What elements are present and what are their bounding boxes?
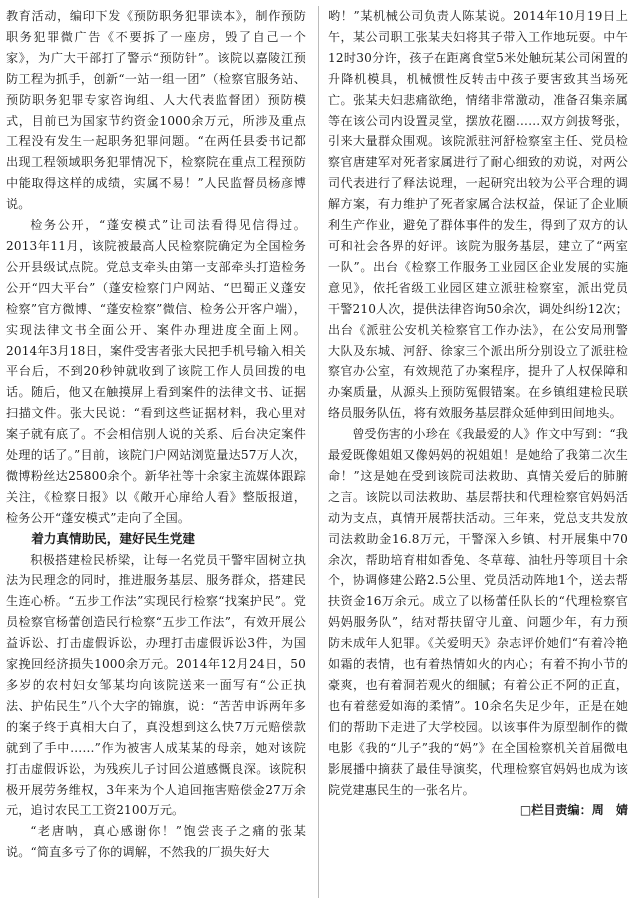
left-paragraph-3: 积极搭建检民桥梁，让每一名党员干警牢固树立执法为民理念的同时，推进服务基层、服务群众，搭建民生连心桥。“五步工作法”实现民行检察“找案护民”。党员检察官杨蕾创造民行检察“五步工作法”，有效开展公益诉讼、打击虚假诉讼，办理打击虚假诉讼3件，为国家挽回经济损失1000余万元。2014年12月24日，50多岁的农村妇女邹某均向该院送来一面写有“公正执法、护佑民生”八个大字的锦旗，说：“苦苦申诉两年多的案子终于真相大白了，真没想到这么快7万元赔偿款就到了手中……”作为被害人成某某的母亲，她对该院打击虚假诉讼，为残疾儿子讨回公道感慨良深。该院积极开展劳务维权，3年来为个人追回拖害赔偿金27万余元，追讨农民工工资2100万元。 bbox=[6, 552, 306, 818]
right-paragraph-2: 曾受伤害的小珍在《我最爱的人》作文中写到：“我最爱既像姐姐又像妈妈的祝姐姐！是她给了我第二次生命！”这是她在受到该院司法救助、真情关爱后的肺腑之言。该院以司法救助、基层帮扶和代理检察官妈妈活动为支点，真情开展帮扶活动。三年来，党总支共发放司法救助金16.8万元，干警深入乡镇、村开展集中70余次，帮助培育柑如香兔、冬草莓、油牡丹等项目十余个，协调修建公路2.5公里、党员活动阵地1个，送去帮扶资金16万余元。成立了以杨蕾任队长的“代理检察官妈妈服务队”，结对帮扶留守儿童、问题少年，有力预防未成年人犯罪。《关爱明天》杂志评价她们“有着冷艳如霜的表情，也有着热情如火的内心；有着不拘小节的豪爽，也有着洞若观火的细腻；有着公正不阿的正直，也有着慈爱如海的柔情”。10余名失足少年，正是在她们的帮助下走进了大学校园。以该事件为原型制作的微电影《我的“儿子”我的“妈”》在全国检察机关首届微电影展播中摘获了最佳导演奖，代理检察官妈妈也成为该院党建惠民生的一张名片。 bbox=[328, 427, 628, 797]
right-paragraph-1: 哟！”某机械公司负责人陈某说。2014年10月19日上午，某公司职工张某夫妇将其子带入工作地玩耍。中午12时30分许，孩子在距离食堂5米处触玩某公司闲置的升降机模具，机械惯性反转击中孩子要害致其当场死亡。张某夫妇悲痛欲绝，情绪非常激动，准备召集亲属等在该公司内设置灵堂，摆放花圈……双方剑拔弩张，引来大量群众围观。该院派驻河舒检察室主任、党员检察官唐建军对死者家属进行了耐心细致的劝说，对两公司代表进行了释法说理，一起研究出较为公平合理的调解方案，有力维护了死者家属合法权益，保证了企业顺利生产作业，避免了群体事件的发生，得到了双方的认可和社会各界的好评。该院为服务基层，建立了“两室一队”。出台《检察工作服务工业园区企业发展的实施意见》，依托省级工业园区建立派驻检察室，派出党员干警210人次，提供法律咨询50余次，调处纠纷12次；出台《派驻公安机关检察官工作办法》，在公安局刑警大队及东城、河舒、徐家三个派出所分别设立了派驻检察官办公室，有效规范了办案程序，提升了人权保障和办案质量，从源头上预防冤假错案。在乡镇组建检民联络员服务队伍，将有效服务基层群众延伸到田间地头。 bbox=[328, 9, 628, 421]
left-paragraph-4: “老唐呐，真心感谢你！”饱尝丧子之痛的张某说。“简直多亏了你的调解，不然我的厂损失好大 bbox=[6, 824, 306, 860]
left-paragraph-2: 检务公开，“蓬安模式”让司法看得见信得过。2013年11月，该院被最高人民检察院确定为全国检务公开县级试点院。党总支牵头由第一支部牵头打造检务公开“四大平台”（蓬安检察门户网站、“巴蜀正义蓬安检察”官方微博、“蓬安检察”微信、检务公开客户端），实现法律文书全面公开、案件办理进度全面上网。2014年3月18日，案件受害者张大民把手机号输入相关平台后，不到20秒钟就收到了该院工作人员回拨的电话。随后，他又在触摸屏上看到案件的法律文书、证据扫描文件。张大民说：“看到这些证据材料，我心里对案子就有底了。不会相信别人说的关系、后台决定案件处理的话了。”目前，该院门户网站浏览量达57万人次，微博粉丝达25800余个。新华社等十余家主流媒体跟踪关注，《检察日报》以《敞开心扉给人看》整版报道，检务公开“蓬安模式”走向了全国。 bbox=[6, 218, 306, 525]
column-editor-credit: □栏目责编：周 婧 bbox=[519, 803, 628, 818]
left-paragraph-1: 教育活动，编印下发《预防职务犯罪读本》，制作预防职务犯罪微广告《不要拆了一座房，毁了自己一个家》，为广大干部打了警示“预防针”。该院以嘉陵江预防工程为抓手，创新“一站一组一团”（检察官服务站、预防职务犯罪专家咨询组、人大代表监督团）预防模式，目前已为国家节约资金1000余万元，所涉及重点工程没有发生一起职务犯罪问题。“在两任县委书记都出现工程领域职务犯罪情况下，检察院在重点工程预防中能取得这样的成绩，实属不易！”人民监督员杨彦博说。 bbox=[6, 9, 306, 212]
section-heading: 着力真情助民，建好民生党建 bbox=[31, 530, 195, 546]
column-divider bbox=[318, 6, 319, 898]
right-column bbox=[328, 6, 628, 900]
left-column bbox=[6, 6, 306, 900]
